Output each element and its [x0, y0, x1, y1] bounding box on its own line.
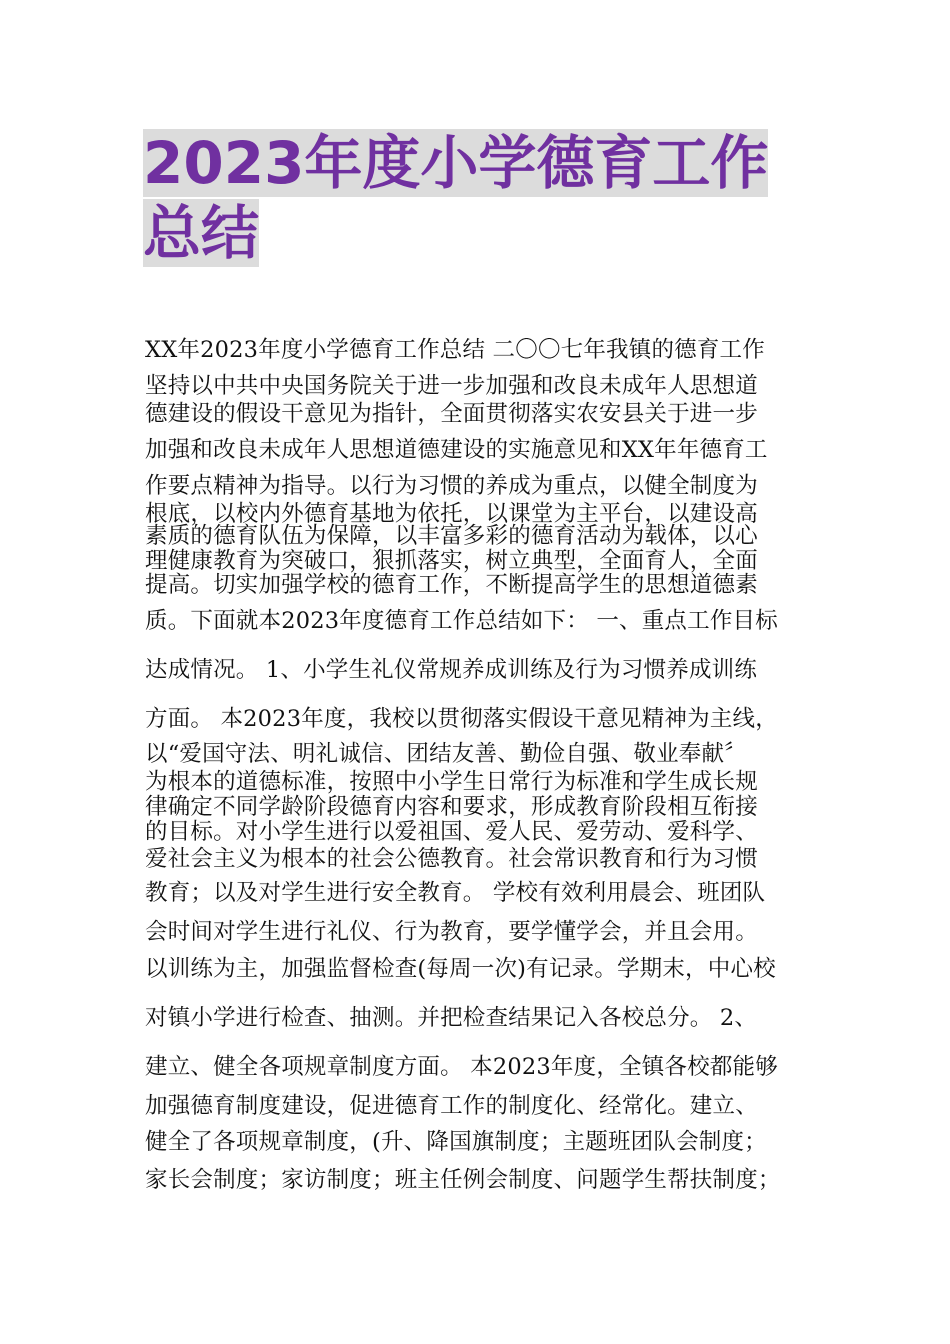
text-line: 教育；以及对学生进行安全教育。 学校有效利用晨会、班团队 — [145, 880, 766, 906]
text-line: XX年2023年度小学德育工作总结 二〇〇七年我镇的德育工作 — [145, 337, 765, 363]
text-line: 以“爱国守法、明礼诚信、团结友善、勤俭自强、敬业奉献〞 — [145, 741, 747, 767]
text-line: 为根本的道德标准，按照中小学生日常行为标准和学生成长规 — [145, 769, 758, 795]
text-line: 坚持以中共中央国务院关于进一步加强和改良未成年人思想道 — [145, 373, 758, 399]
text-line: 的目标。对小学生进行以爱祖国、爱人民、爱劳动、爱科学、 — [145, 819, 758, 845]
text-line: 以训练为主，加强监督检查(每周一次)有记录。学期末，中心校 — [145, 956, 776, 982]
text-line: 达成情况。 1、小学生礼仪常规养成训练及行为习惯养成训练 — [145, 657, 758, 683]
text-line: 会时间对学生进行礼仪、行为教育，要学懂学会，并且会用。 — [145, 919, 758, 945]
text-line: 对镇小学进行检查、抽测。并把检查结果记入各校总分。 2、 — [145, 1005, 758, 1031]
text-line: 理健康教育为突破口，狠抓落实，树立典型，全面育人，全面 — [145, 548, 758, 574]
text-line: 健全了各项规章制度，(升、降国旗制度；主题班团队会制度； — [145, 1129, 767, 1155]
text-line: 加强德育制度建设，促进德育工作的制度化、经常化。建立、 — [145, 1093, 758, 1119]
text-line: 根底，以校内外德育基地为依托，以课堂为主平台，以建设高 — [145, 501, 758, 527]
text-line: 提高。切实加强学校的德育工作，不断提高学生的思想道德素 — [145, 572, 758, 598]
text-line: 德建设的假设干意见为指针，全面贯彻落实农安县关于进一步 — [145, 401, 758, 427]
page-title-text: 2023年度小学德育工作总结 — [143, 129, 769, 267]
text-line: 家长会制度；家访制度；班主任例会制度、问题学生帮扶制度； — [145, 1167, 781, 1193]
text-line: 建立、健全各项规章制度方面。 本2023年度，全镇各校都能够 — [145, 1054, 778, 1080]
text-line: 素质的德育队伍为保障，以丰富多彩的德育活动为载体，以心 — [145, 523, 758, 549]
text-line: 方面。 本2023年度，我校以贯彻落实假设干意见精神为主线， — [145, 706, 778, 732]
text-line: 律确定不同学龄阶段德育内容和要求，形成教育阶段相互衔接 — [145, 794, 758, 820]
text-line: 加强和改良未成年人思想道德建设的实施意见和XX年年德育工 — [145, 437, 768, 463]
text-line: 作要点精神为指导。以行为习惯的养成为重点，以健全制度为 — [145, 473, 758, 499]
text-line: 质。下面就本2023年度德育工作总结如下： 一、重点工作目标 — [145, 608, 778, 634]
text-line: 爱社会主义为根本的社会公德教育。社会常识教育和行为习惯 — [145, 846, 758, 872]
